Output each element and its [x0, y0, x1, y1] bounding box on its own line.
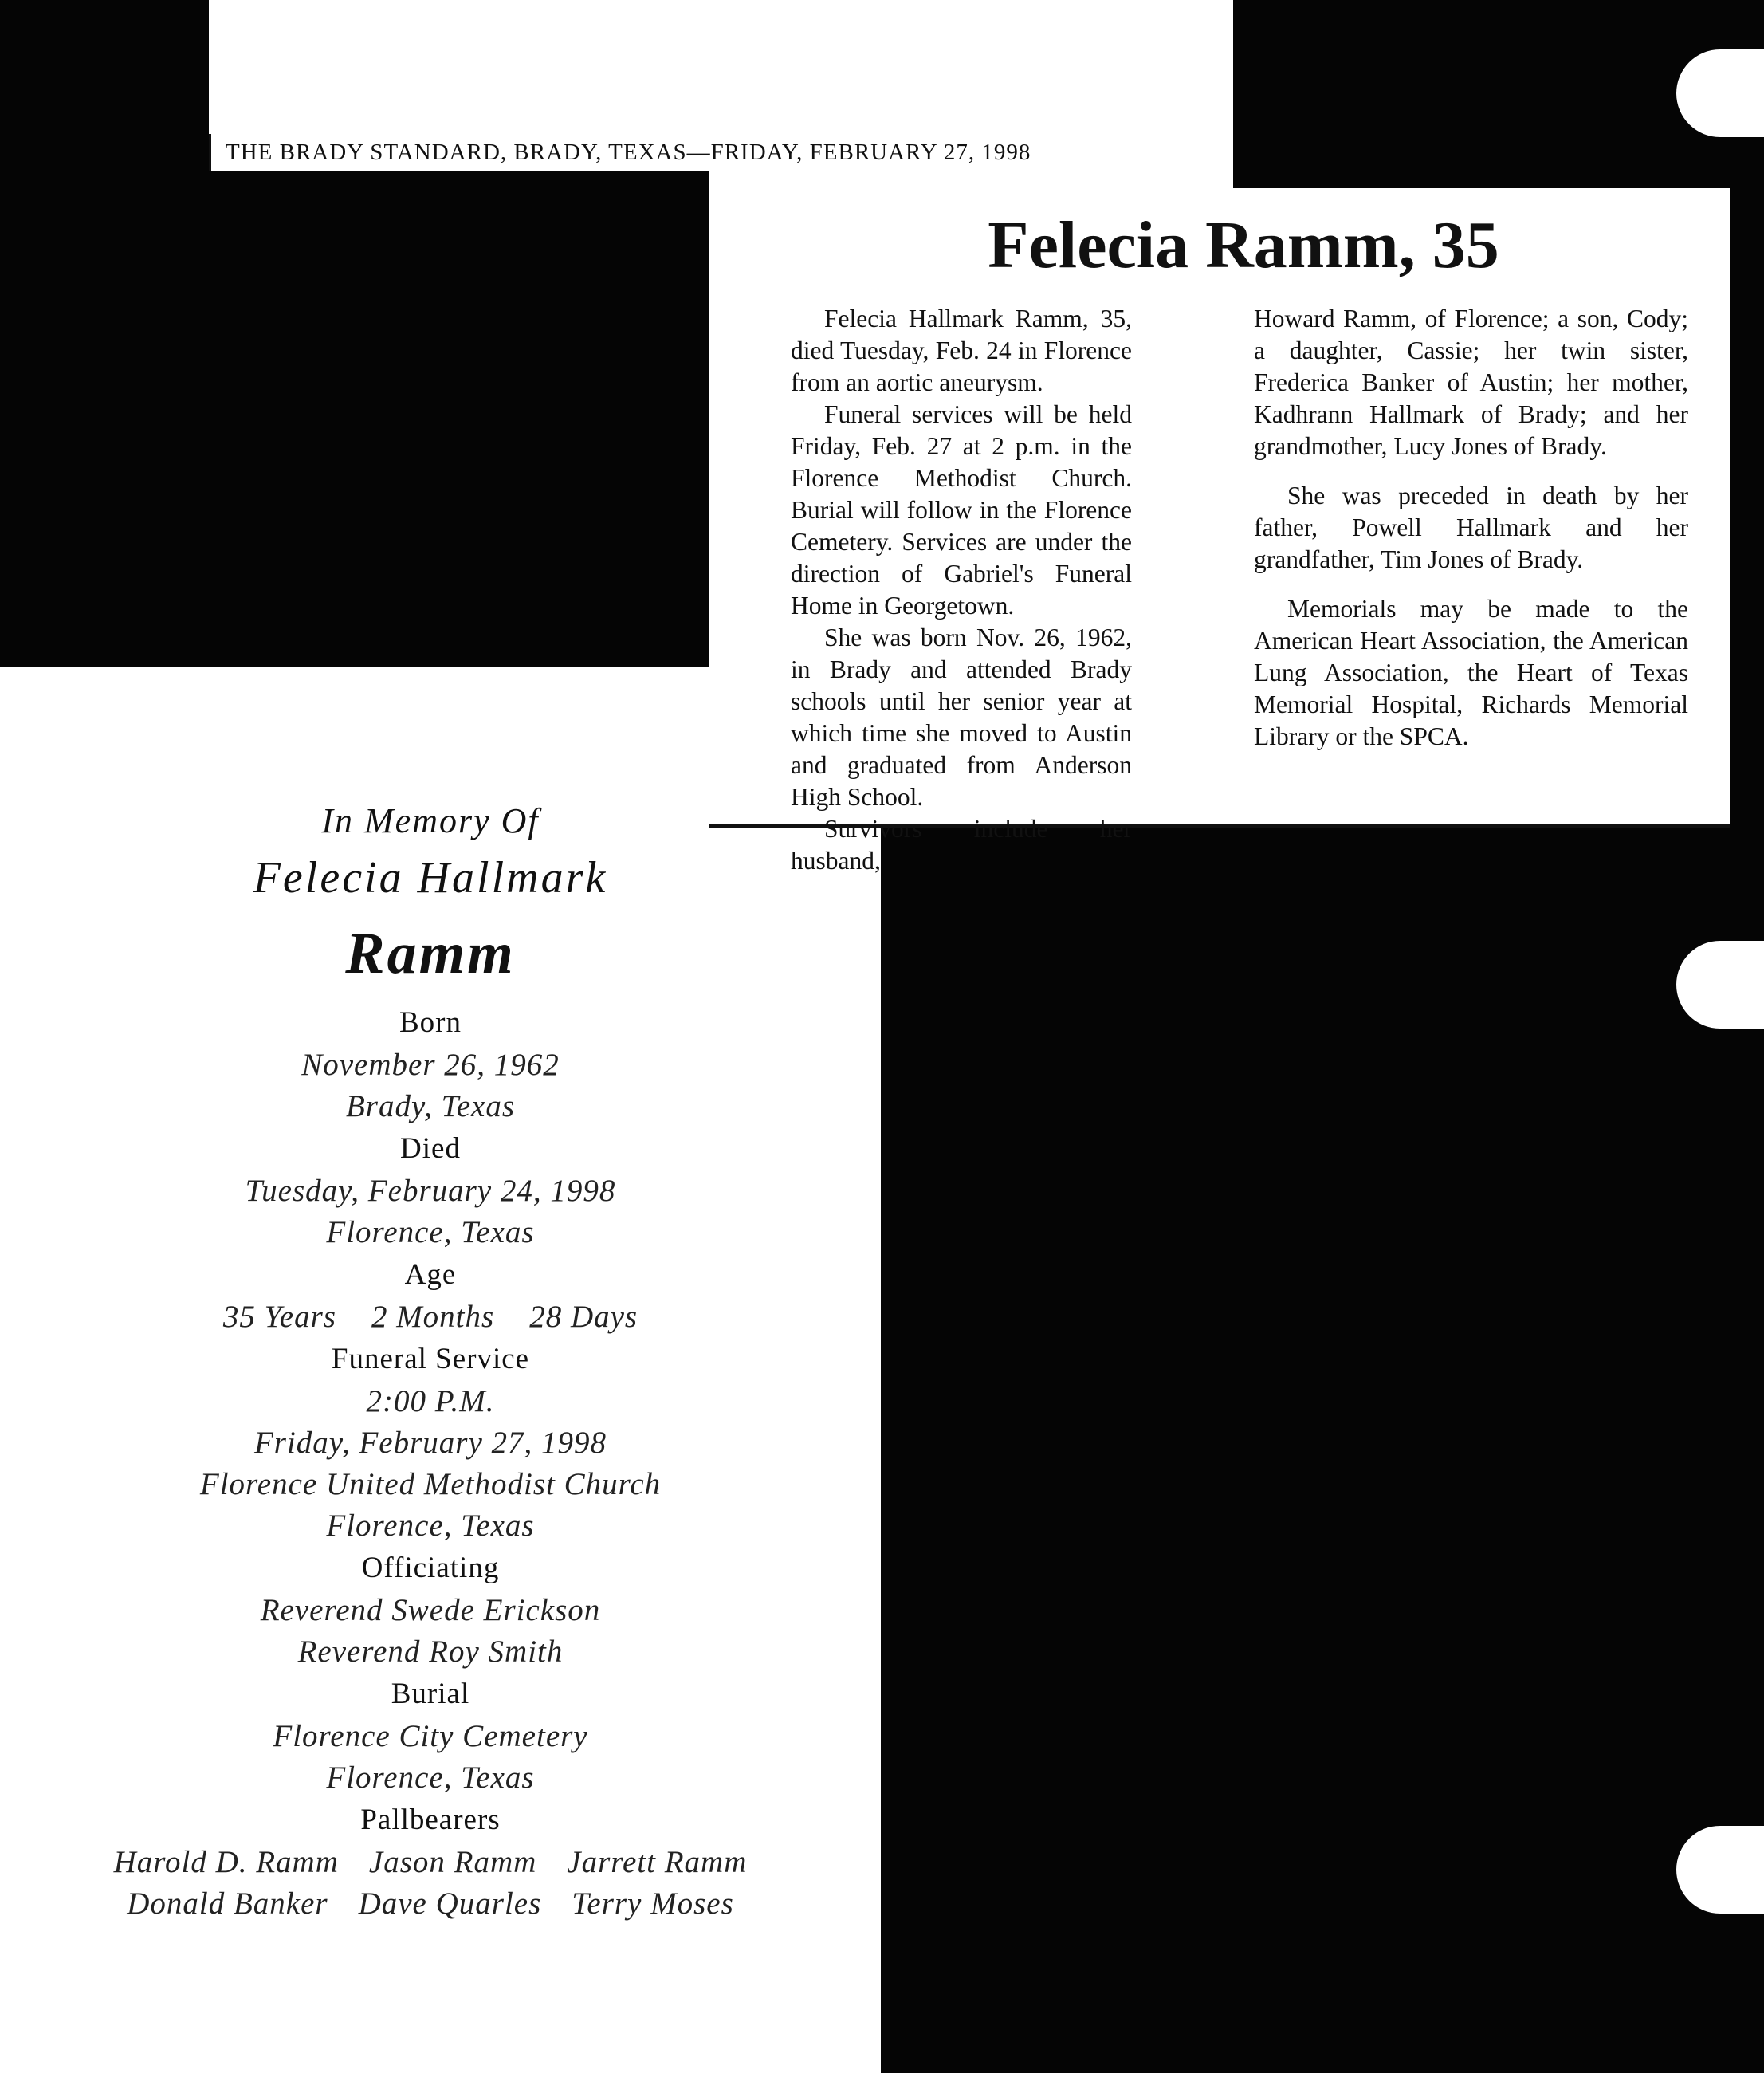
officiant: Reverend Swede Erickson — [260, 1593, 601, 1627]
age-months: 2 Months — [371, 1300, 495, 1334]
age-years: 35 Years — [222, 1300, 336, 1334]
officiant: Reverend Roy Smith — [297, 1634, 564, 1669]
service-church: Florence United Methodist Church — [199, 1467, 662, 1501]
funeral-service-heading: Funeral Service — [331, 1343, 530, 1375]
pallbearers-heading: Pallbearers — [360, 1804, 501, 1836]
in-memory-of: In Memory Of — [321, 801, 540, 840]
service-date: Friday, February 27, 1998 — [253, 1426, 607, 1460]
pallbearers-row — [48, 1842, 813, 1883]
officiating-heading: Officiating — [361, 1552, 500, 1584]
pallbearer: Jarrett Ramm — [567, 1845, 748, 1879]
burial-place: Florence, Texas — [326, 1760, 535, 1795]
burial-cemetery: Florence City Cemetery — [273, 1719, 588, 1753]
obituary-paragraph: Survivors include her husband, — [791, 815, 1132, 875]
newspaper-masthead: THE BRADY STANDARD, BRADY, TEXAS—FRIDAY, FEBRUARY 27, 1998 — [209, 134, 1233, 171]
born-place: Brady, Texas — [345, 1089, 516, 1123]
obituary-column-1 — [791, 303, 1132, 877]
deceased-surname: Ramm — [345, 921, 516, 986]
scan-black-region-top-left — [0, 0, 209, 134]
obituary-paragraph: Funeral services will be held Friday, Feb. 27 at 2 p.m. in the Florence Methodist Church. Burial will follow in the Florence Cemetery. Services are under the direction of Gabriel's Funeral Home in Georgetown. — [791, 400, 1132, 620]
age-heading: Age — [404, 1258, 457, 1291]
memorial-card — [48, 797, 813, 1925]
obituary-paragraph: Memorials may be made to the American Heart Association, the American Lung Association, the Heart of Texas Memorial Hospital, Richards Memorial Library or the SPCA. — [1254, 595, 1688, 750]
pallbearers-row — [48, 1883, 813, 1925]
age-days: 28 Days — [529, 1300, 638, 1334]
scan-black-region-left — [0, 134, 709, 667]
pallbearer: Donald Banker — [127, 1886, 328, 1921]
age-row — [48, 1296, 813, 1338]
service-place: Florence, Texas — [326, 1509, 535, 1543]
obituary-paragraph: She was born Nov. 26, 1962, in Brady and attended Brady schools until her senior year at which time she moved to Austin and graduated from Anderson High School. — [791, 623, 1132, 811]
pallbearer: Jason Ramm — [368, 1845, 537, 1879]
pallbearer: Harold D. Ramm — [113, 1845, 339, 1879]
born-heading: Born — [399, 1006, 462, 1039]
obituary-paragraph: Howard Ramm, of Florence; a son, Cody; a daughter, Cassie; her twin sister, Frederica Banker of Austin; her mother, Kadhrann Hallmark of Brady; and her grandmother, Lucy Jones of Brady. — [1254, 305, 1688, 460]
died-date: Tuesday, February 24, 1998 — [245, 1174, 616, 1208]
burial-heading: Burial — [391, 1678, 470, 1710]
binder-hole-middle — [1676, 941, 1764, 1029]
obituary-clipping — [709, 188, 1730, 875]
scan-black-region-right-strip — [1730, 188, 1764, 828]
binder-hole-top — [1676, 49, 1764, 137]
obituary-column-2 — [1254, 303, 1688, 753]
service-time: 2:00 P.M. — [366, 1384, 495, 1418]
obituary-paragraph: She was preceded in death by her father, Powell Hallmark and her grandfather, Tim Jones of Brady. — [1254, 482, 1688, 573]
binder-hole-bottom — [1676, 1826, 1764, 1914]
obituary-headline: Felecia Ramm, 35 — [988, 208, 1499, 282]
pallbearer: Terry Moses — [572, 1886, 734, 1921]
died-heading: Died — [400, 1132, 461, 1165]
deceased-first-names: Felecia Hallmark — [253, 853, 608, 903]
scan-black-region-bottom-right — [881, 828, 1764, 2073]
born-date: November 26, 1962 — [301, 1048, 560, 1082]
pallbearer: Dave Quarles — [358, 1886, 542, 1921]
obituary-paragraph: Felecia Hallmark Ramm, 35, died Tuesday, Feb. 24 in Florence from an aortic aneurysm. — [791, 305, 1132, 396]
died-place: Florence, Texas — [326, 1215, 535, 1249]
